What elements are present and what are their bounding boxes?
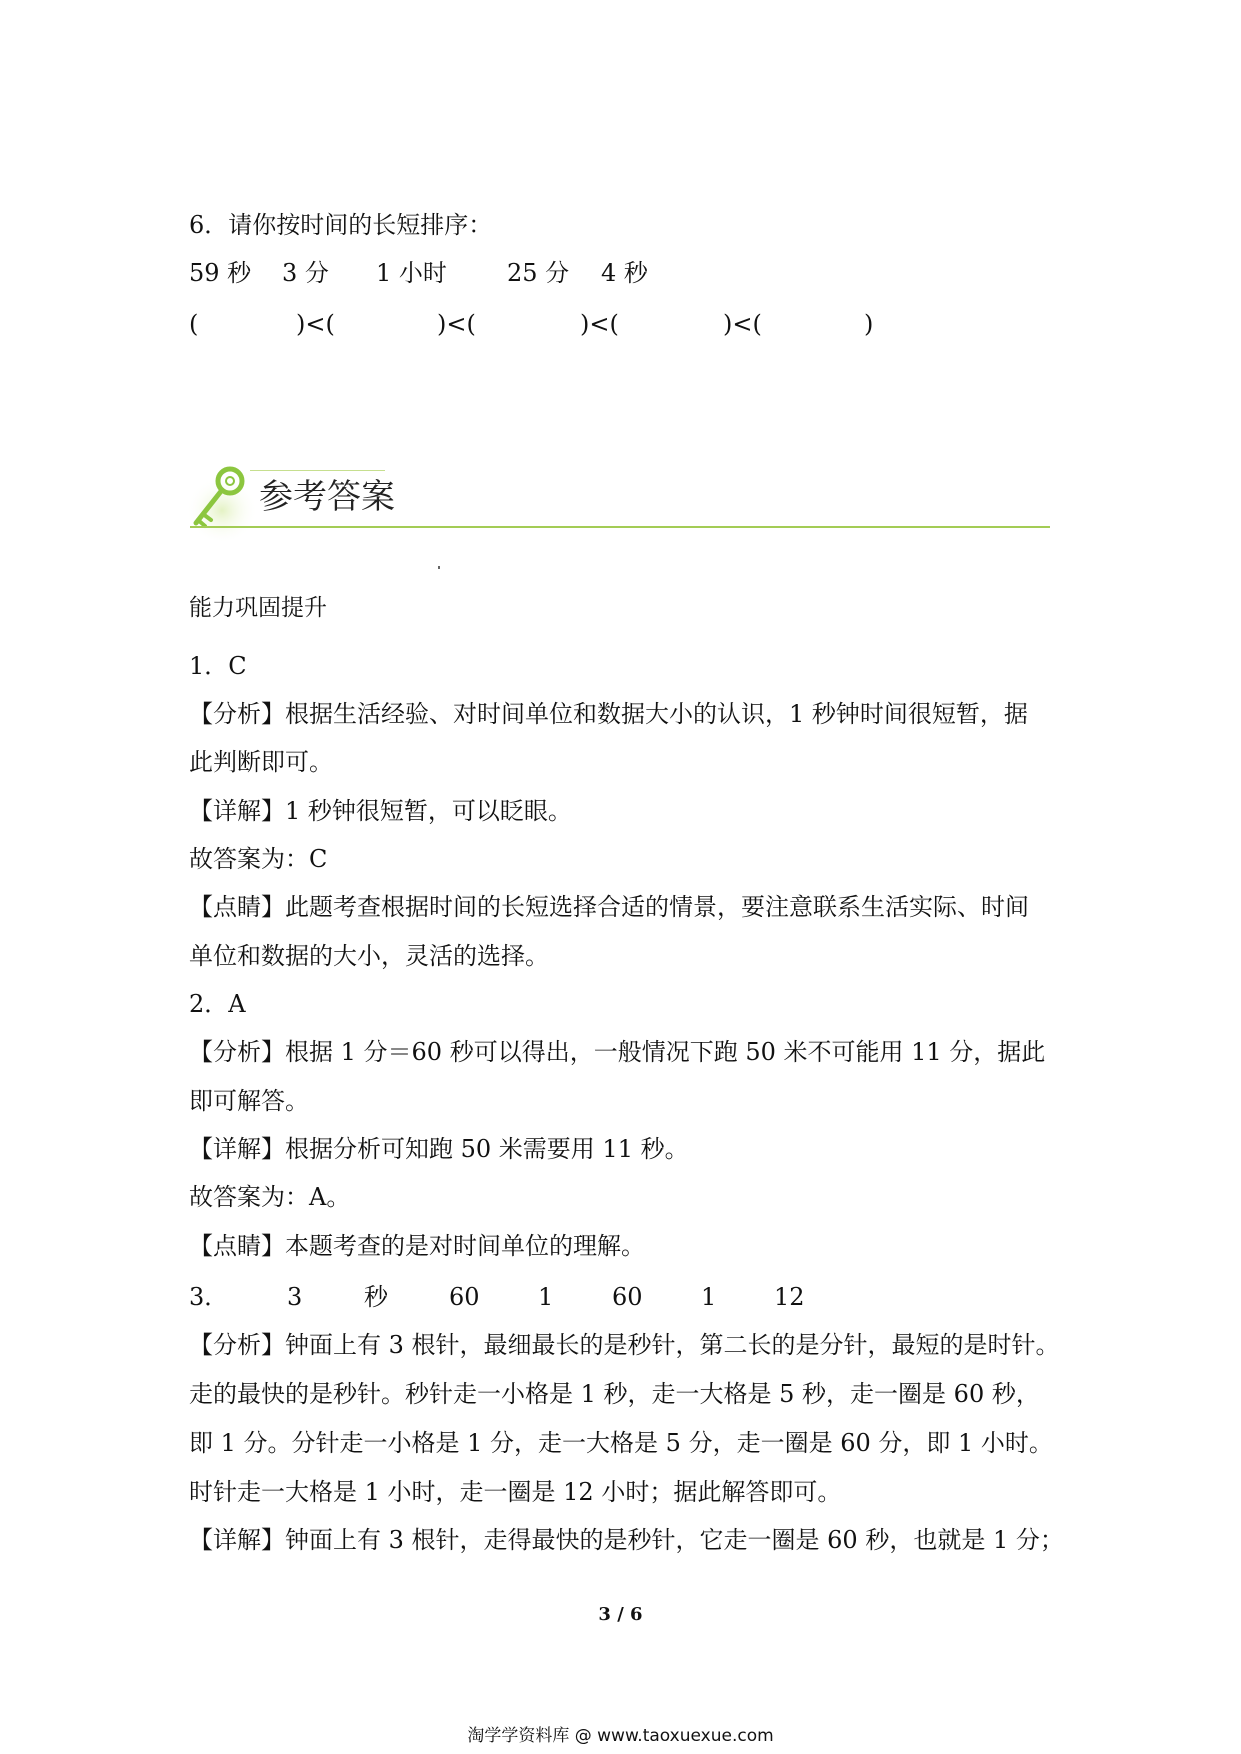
paren-separator-2: )<( — [437, 310, 476, 338]
answer-1-analysis-cont: 此判断即可。 — [189, 748, 333, 776]
answer-1-detail: 【详解】1 秒钟很短暂，可以眨眼。 — [189, 797, 572, 825]
answer-1-result: 故答案为：C — [189, 845, 328, 873]
paren-separator-1: )<( — [296, 310, 335, 338]
answer-3-blank-4: 1 — [538, 1283, 554, 1311]
answer-3-analysis: 【分析】钟面上有 3 根针，最细最长的是秒针，第二长的是分针，最短的是时针。 — [189, 1331, 1060, 1359]
section-subheading: 能力巩固提升 — [189, 595, 327, 621]
paren-close: ) — [864, 310, 874, 338]
paren-open: ( — [189, 310, 199, 338]
time-item-4-seconds: 4 秒 — [601, 259, 648, 287]
answer-3-blank-6: 1 — [701, 1283, 717, 1311]
answer-3-blank-1: 3 — [287, 1283, 303, 1311]
answer-3-analysis-cont-3: 时针走一大格是 1 小时，走一圈是 12 小时；据此解答即可。 — [189, 1478, 842, 1506]
paren-separator-4: )<( — [723, 310, 762, 338]
answer-2-comment: 【点睛】本题考查的是对时间单位的理解。 — [189, 1232, 645, 1260]
answer-3-blank-2: 秒 — [364, 1283, 388, 1311]
answer-3-analysis-cont-1: 走的最快的是秒针。秒针走一小格是 1 秒，走一大格是 5 秒，走一圈是 60 秒， — [189, 1380, 1040, 1408]
header-accent-line — [250, 470, 385, 471]
question-6-prompt: 6．请你按时间的长短排序： — [189, 211, 493, 239]
answer-2-analysis: 【分析】根据 1 分＝60 秒可以得出，一般情况下跑 50 米不可能用 11 分，据此 — [189, 1038, 1046, 1066]
page-number: 3 / 6 — [598, 1604, 643, 1625]
answer-2-result: 故答案为：A。 — [189, 1183, 351, 1211]
footer-watermark: 淘学学资料库 @ www.taoxuexue.com — [467, 1726, 774, 1746]
answer-3-blank-5: 60 — [612, 1283, 643, 1311]
paren-separator-3: )<( — [580, 310, 619, 338]
answer-3-detail: 【详解】钟面上有 3 根针，走得最快的是秒针，它走一圈是 60 秒，也就是 1 分； — [189, 1526, 1064, 1554]
time-item-25-minutes: 25 分 — [507, 259, 570, 287]
answer-3-analysis-cont-2: 即 1 分。分针走一小格是 1 分，走一大格是 5 分，走一圈是 60 分，即 1 小时。 — [189, 1429, 1053, 1457]
time-item-59-seconds: 59 秒 — [189, 259, 252, 287]
answer-1-number: 1．C — [189, 652, 247, 680]
answer-3-blank-3: 60 — [449, 1283, 480, 1311]
answer-2-analysis-cont: 即可解答。 — [189, 1087, 309, 1115]
stray-mark — [438, 566, 440, 569]
time-item-1-hour: 1 小时 — [376, 259, 447, 287]
answer-1-comment-cont: 单位和数据的大小，灵活的选择。 — [189, 942, 549, 970]
answer-3-blank-7: 12 — [774, 1283, 805, 1311]
key-icon — [186, 463, 258, 543]
time-item-3-minutes: 3 分 — [282, 259, 329, 287]
answers-title: 参考答案 — [259, 477, 395, 517]
answer-1-analysis: 【分析】根据生活经验、对时间单位和数据大小的认识，1 秒钟时间很短暂，据 — [189, 700, 1028, 728]
answer-2-detail: 【详解】根据分析可知跑 50 米需要用 11 秒。 — [189, 1135, 689, 1163]
header-divider — [190, 526, 1050, 528]
answer-1-comment: 【点睛】此题考查根据时间的长短选择合适的情景，要注意联系生活实际、时间 — [189, 893, 1029, 921]
answer-2-number: 2．A — [189, 990, 246, 1018]
answer-3-number: 3． — [189, 1283, 229, 1311]
